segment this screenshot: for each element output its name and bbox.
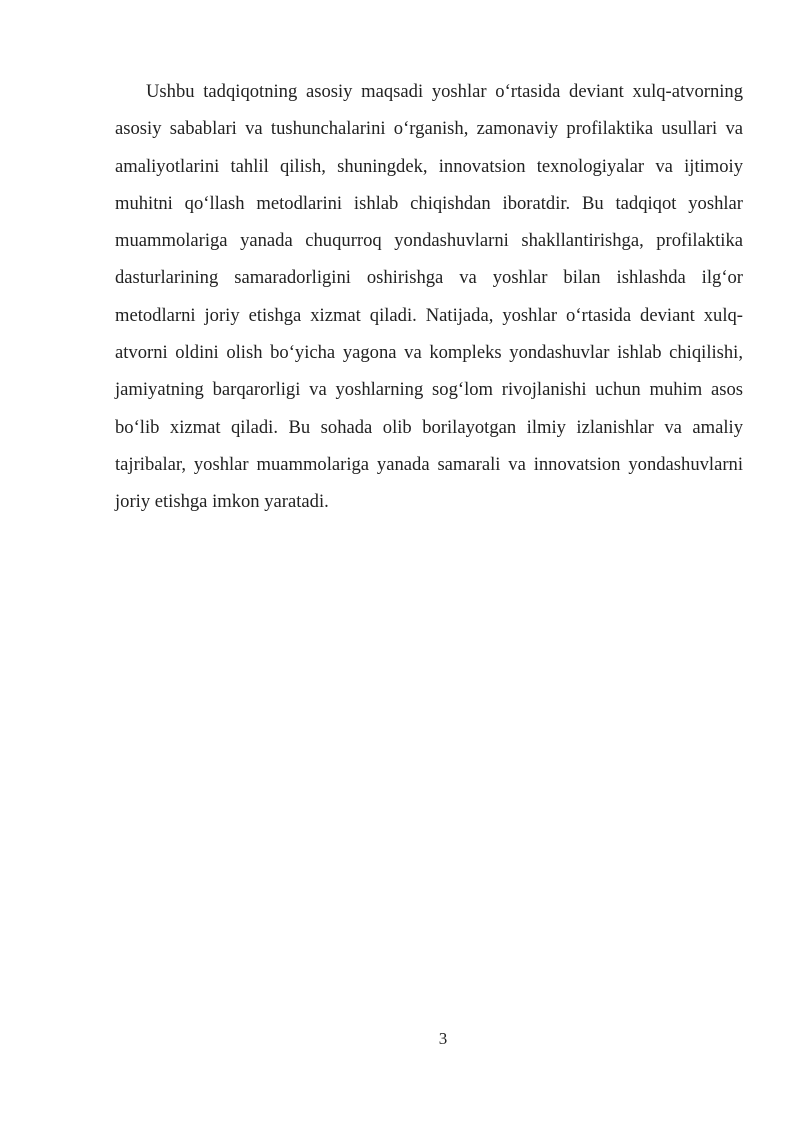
body-paragraph: Ushbu tadqiqotning asosiy maqsadi yoshlar o‘rtasida deviant xulq-atvorning asosiy sabablari va tushunchalarini o‘rganish, zamonaviy profilaktika usullari va amaliyotlarini tahlil qilish, shuningdek, innovatsion texnologiyalar va ijtimoiy muhitni qo‘llash metodlarini ishlab chiqishdan iboratdir. Bu tadqiqot yoshlar muammolariga yanada chuqurroq yondashuvlarni shakllantirishga, profilaktika dasturlarining samaradorligini oshirishga va yoshlar bilan ishlashda ilg‘or metodlarni joriy etishga xizmat qiladi. Natijada, yoshlar o‘rtasida deviant xulq-atvorni oldini olish bo‘yicha yagona va kompleks yondashuvlar ishlab chiqilishi, jamiyatning barqarorligi va yoshlarning sog‘lom rivojlanishi uchun muhim asos bo‘lib xizmat qiladi. Bu sohada olib borilayotgan ilmiy izlanishlar va amaliy tajribalar, yoshlar muammolariga yanada samarali va innovatsion yondashuvlarni joriy etishga imkon yaratadi. [115, 81, 743, 513]
page-number: 3 [438, 1029, 448, 1048]
